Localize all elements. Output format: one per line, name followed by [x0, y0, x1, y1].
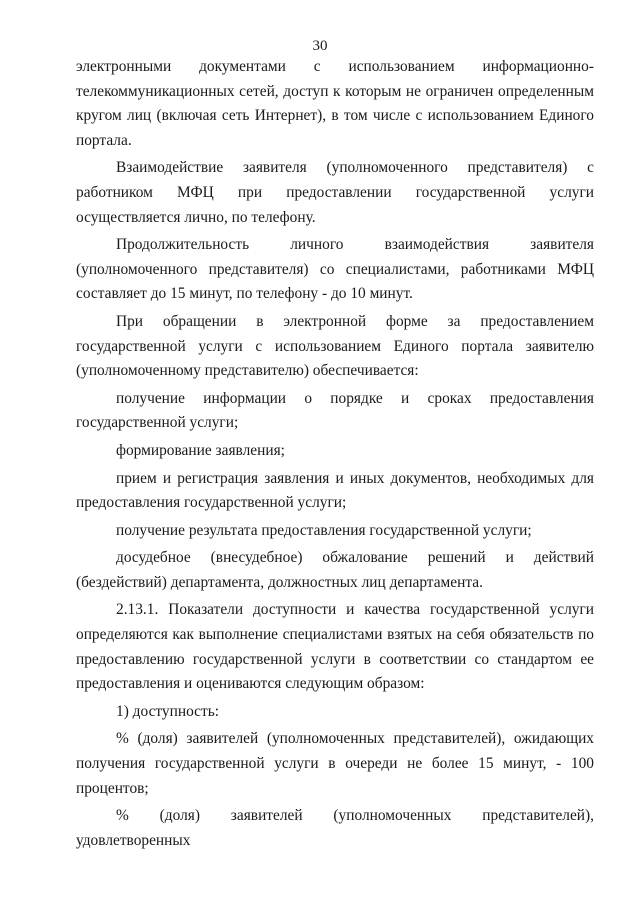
paragraph-12: % (доля) заявителей (уполномоченных представителей), ожидающих получения государственной услуги в очереди не более 15 минут, - 100 процентов; [76, 730, 594, 797]
paragraph-1: электронными документами с использованием информационно-телекоммуникационных сетей, доступ к которым не ограничен определенным кругом лиц (включая сеть Интернет), в том числе с использованием Единого портала. [76, 58, 594, 149]
paragraph-11: 1) доступность: [116, 702, 220, 720]
paragraph-2: Взаимодействие заявителя (уполномоченного представителя) с работником МФЦ при предоставлении государственной услуги осуществляется лично, по телефону. [76, 159, 594, 226]
paragraph-9: досудебное (внесудебное) обжалование решений и действий (бездействий) департамента, должностных лиц департамента. [76, 549, 594, 591]
paragraph-5: получение информации о порядке и сроках предоставления государственной услуги; [76, 389, 594, 432]
paragraph-4: При обращении в электронной форме за предоставлением государственной услуги с использованием Единого портала заявителю (уполномоченному представителю) обеспечивается: [76, 312, 594, 380]
page-number: 30 [312, 38, 328, 54]
paragraph-8: получение результата предоставления государственной услуги; [116, 521, 532, 539]
paragraph-3: Продолжительность личного взаимодействия заявителя (уполномоченного представителя) со специалистами, работниками МФЦ составляет до 15 минут, по телефону - до 10 минут. [76, 236, 594, 303]
paragraph-7: прием и регистрация заявления и иных документов, необходимых для предоставления государственной услуги; [76, 469, 594, 512]
paragraph-6: формирование заявления; [116, 441, 285, 459]
paragraph-13: % (доля) заявителей (уполномоченных представителей), удовлетворенных [76, 807, 594, 849]
paragraph-10: 2.13.1. Показатели доступности и качества государственной услуги определяются как выполнение специалистами взятых на себя обязательств по предоставлению государственной услуги в соответствии со стандартом ее предоставления и оцениваются следующим образом: [76, 601, 594, 693]
document-body [76, 55, 594, 853]
